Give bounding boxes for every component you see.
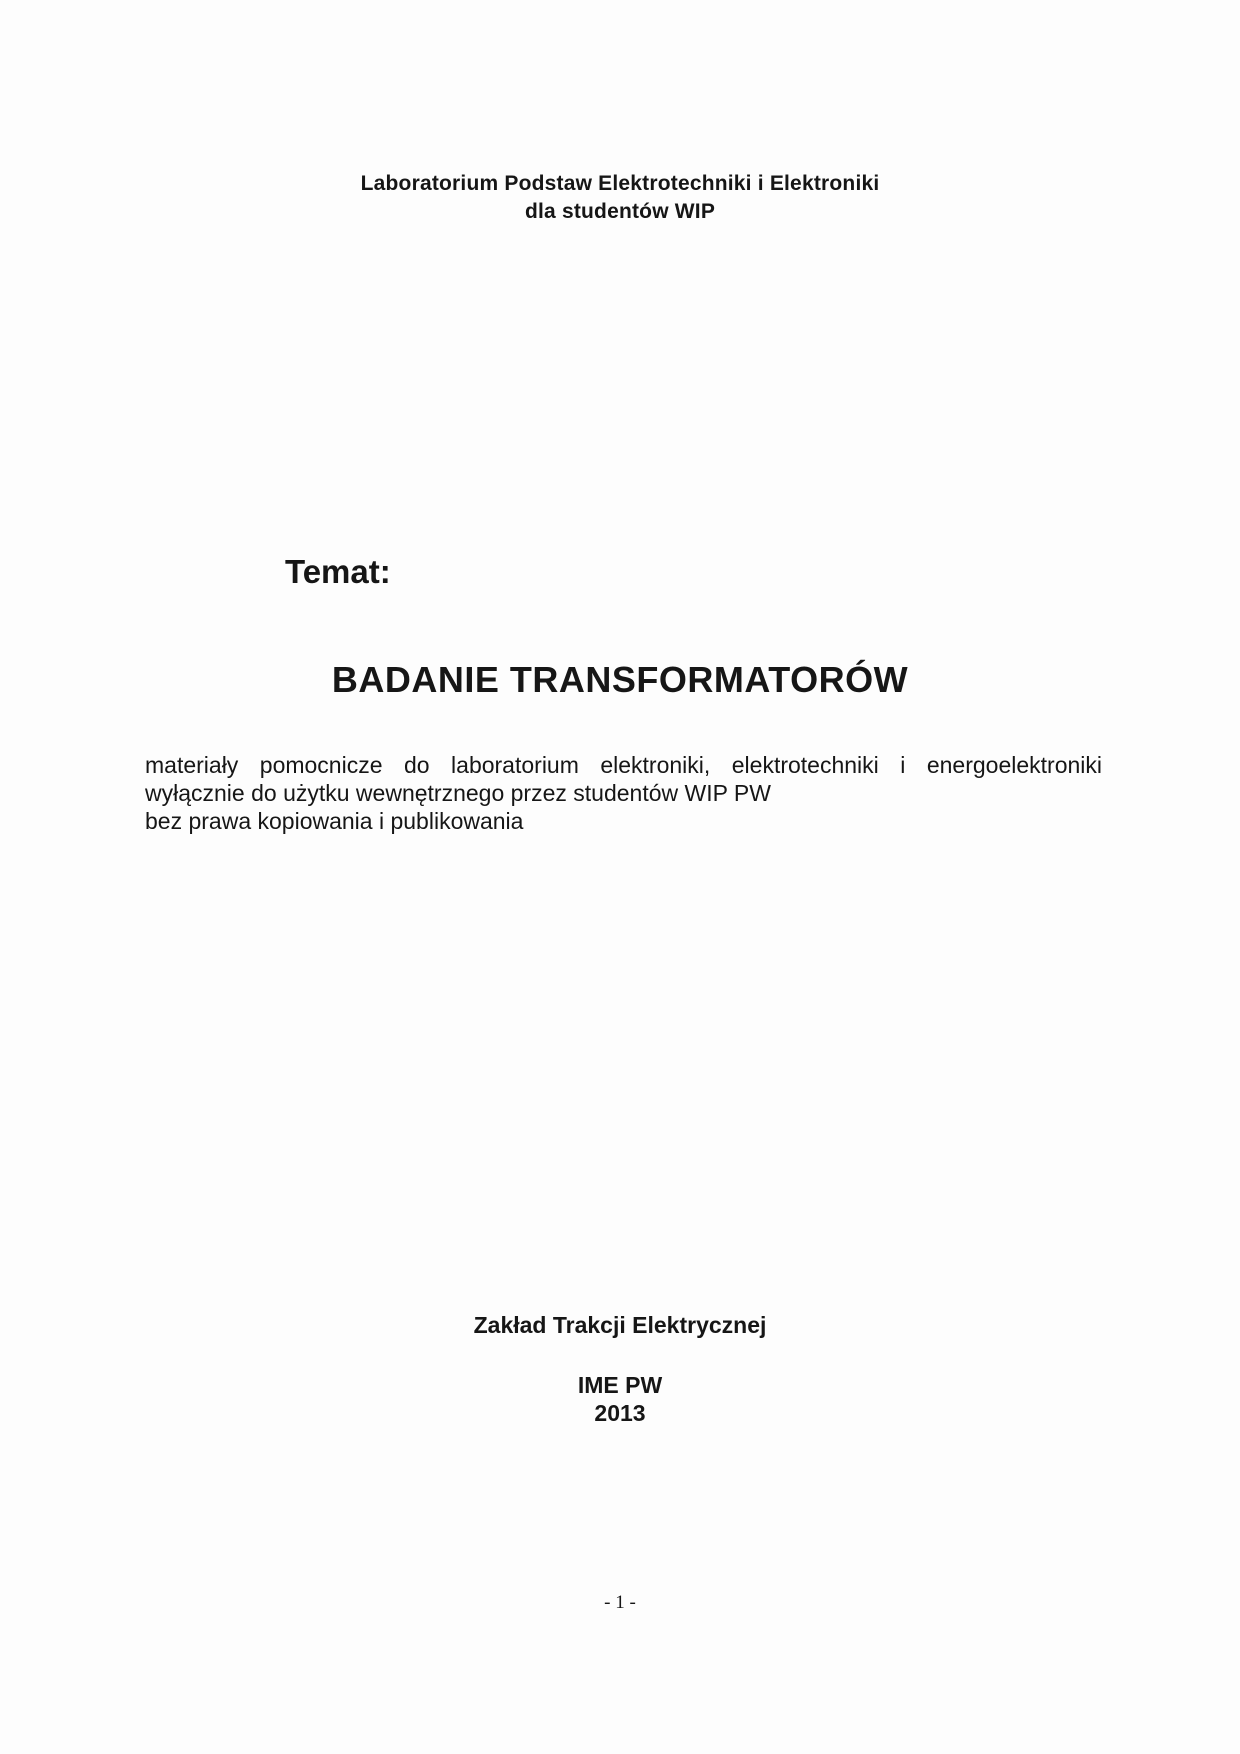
header-line-1: Laboratorium Podstaw Elektrotechniki i Elektroniki [360, 172, 880, 195]
description-line-3: bez prawa kopiowania i publikowania [145, 808, 524, 834]
document-title: BADANIE TRANSFORMATORÓW [331, 659, 909, 700]
description-line-1: materiały pomocnicze do laboratorium elektroniki, elektrotechniki i energoelektroniki [145, 752, 1102, 778]
publication-year: 2013 [594, 1400, 646, 1426]
description-paragraph [145, 751, 1102, 835]
document-header [0, 170, 1240, 226]
description-line-2: wyłącznie do użytku wewnętrznego przez studentów WIP PW [145, 780, 771, 806]
topic-label: Temat: [285, 553, 391, 590]
header-line-2: dla studentów WIP [524, 200, 716, 223]
institute-name: IME PW [577, 1372, 663, 1398]
page-number: - 1 - [604, 1592, 636, 1613]
institute-block [0, 1371, 1240, 1427]
department-name: Zakład Trakcji Elektrycznej [473, 1312, 767, 1338]
